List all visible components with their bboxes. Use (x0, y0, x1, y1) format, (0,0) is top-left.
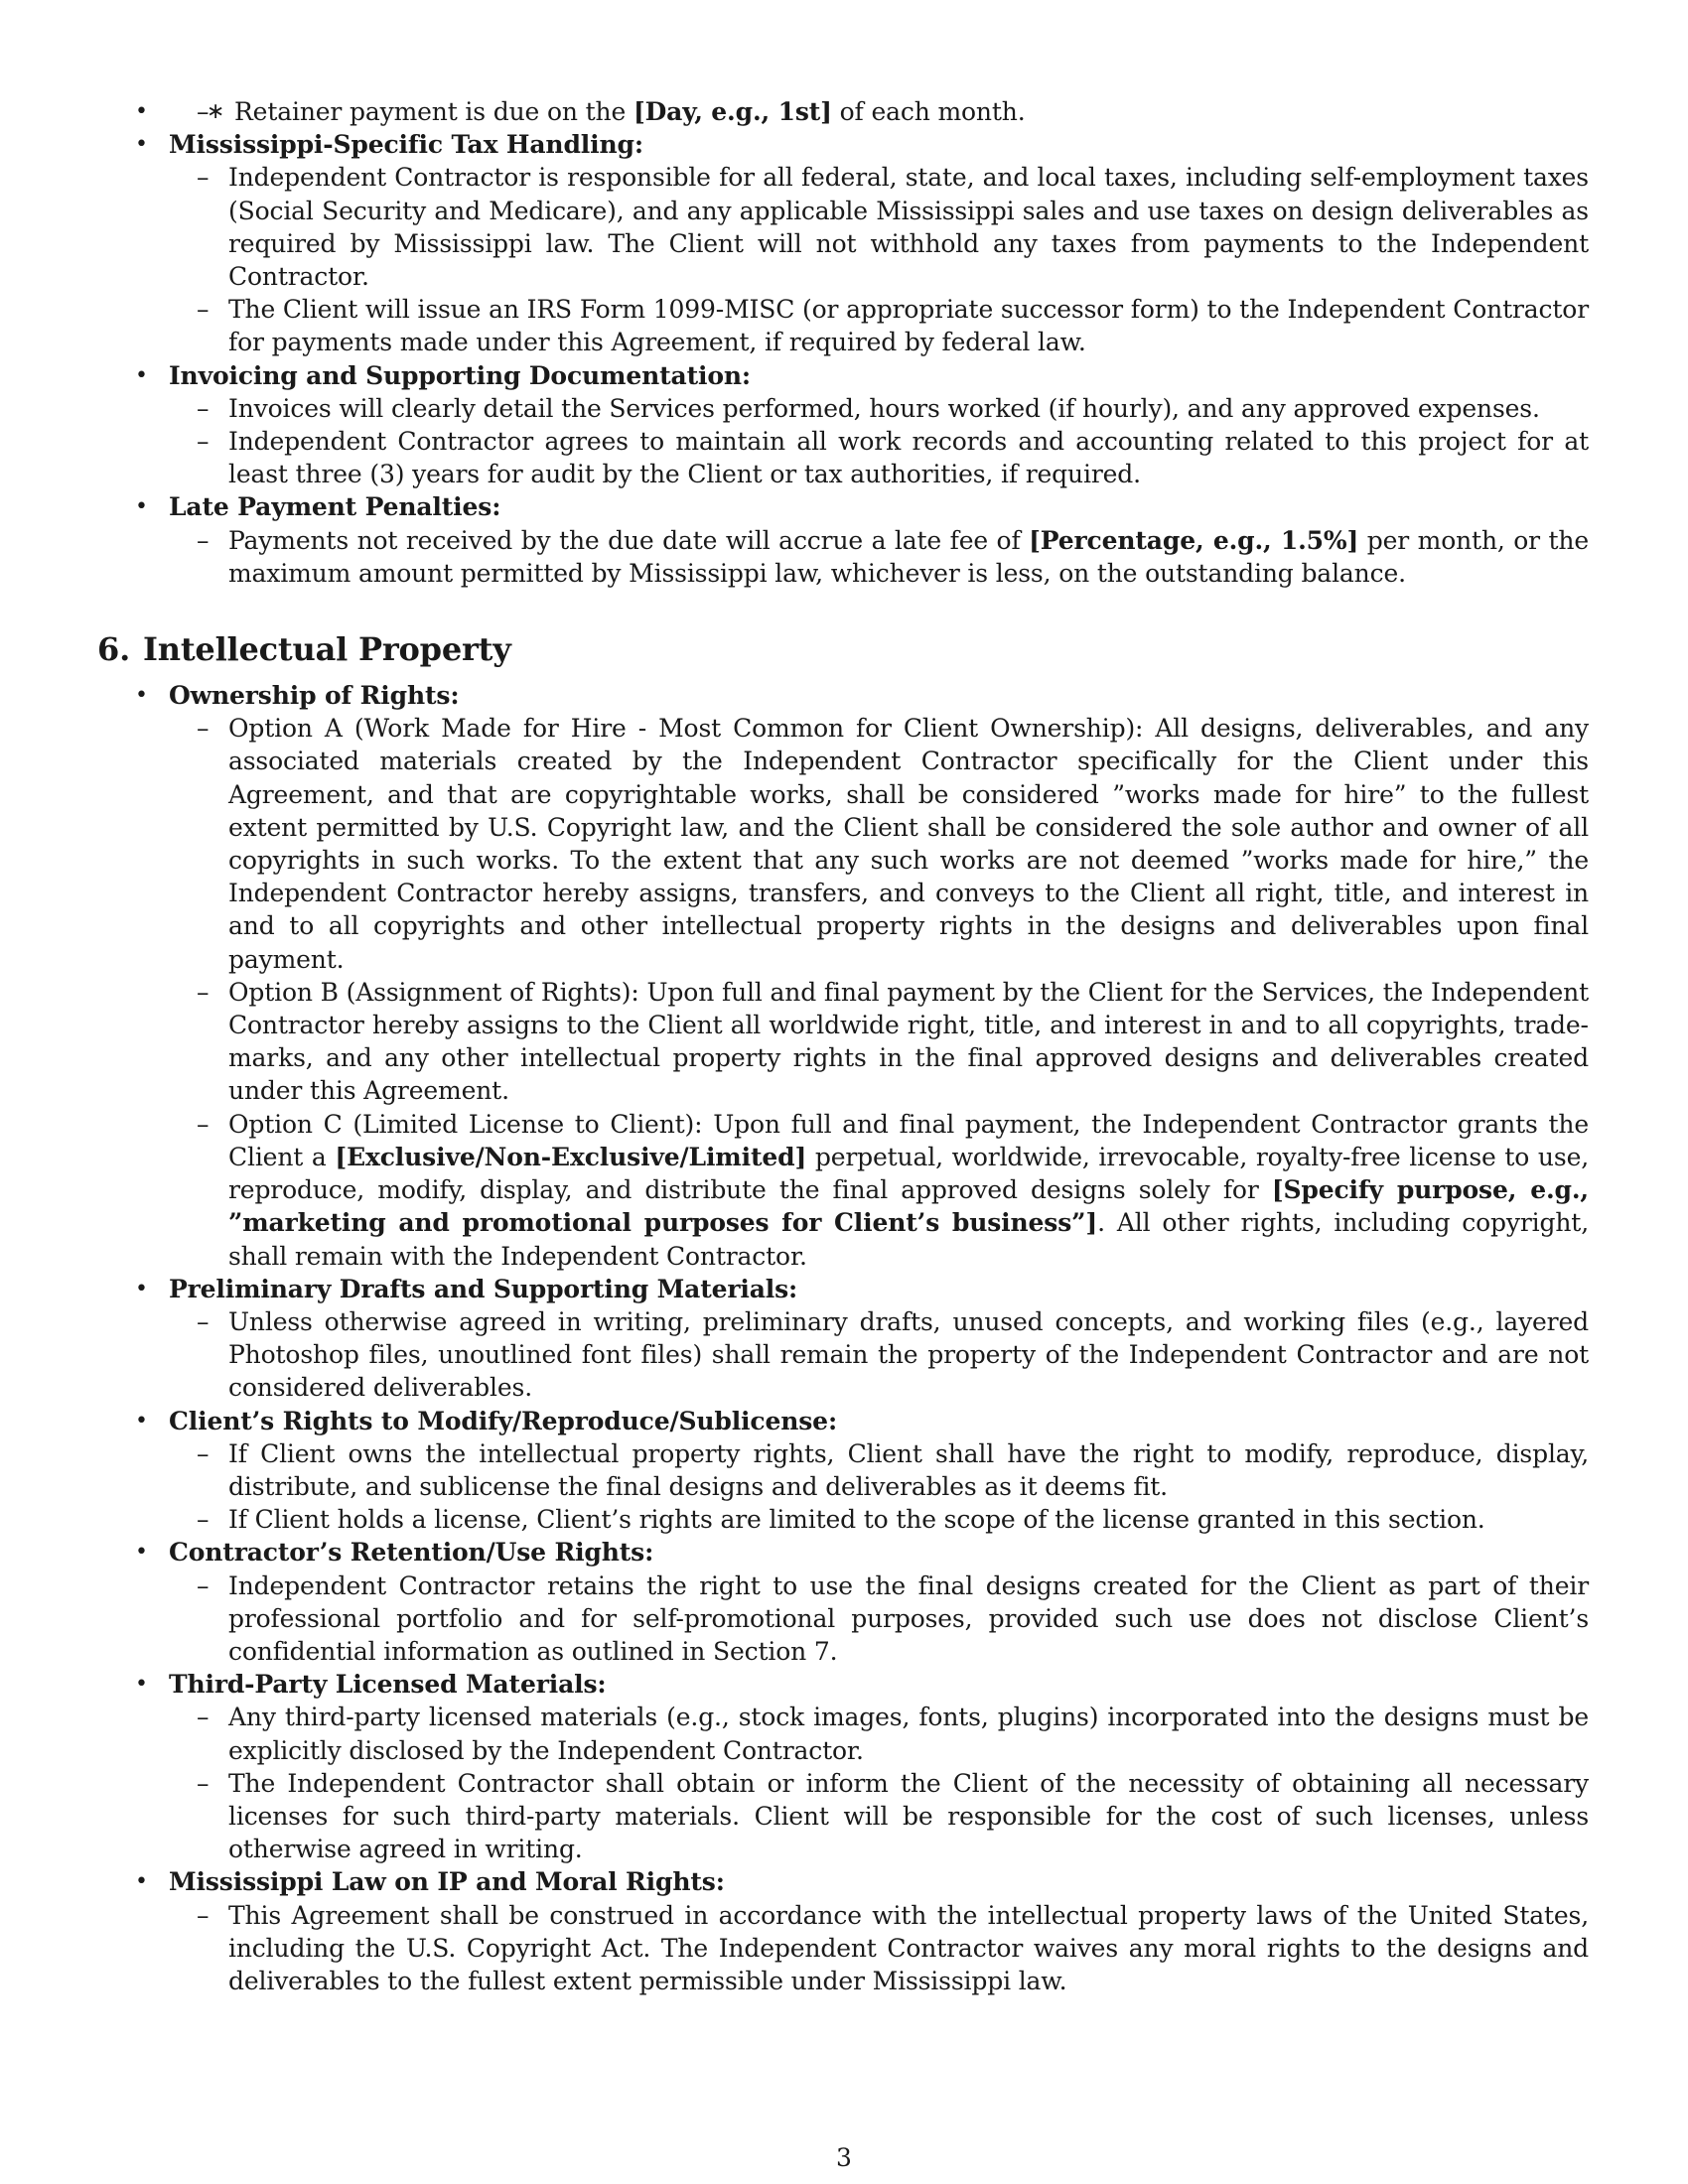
item-heading: Mississippi-Specific Tax Handling: (169, 130, 643, 160)
sub-item-option-c: – Option C (Limited License to Client): Upon full and final payment, the Independent Contractor grants the Client a [Exclusive/Non-Exclusive/Limited] perpetual, worldwide, irrevocable, royalty-free license to use, reproduce, modify, display, and distribute the final approved designs solely for [Specify purpose, e.g., ”marketing and promotional purposes for Client’s business”]. All other rights, including copyright, shall remain with the Independent Contractor. (169, 1108, 1589, 1273)
sub-item: – If Client holds a license, Client’s rights are limited to the scope of the license granted in this section. (169, 1503, 1589, 1536)
list-item-late-payment (99, 490, 1589, 590)
list-item-client-rights (99, 1405, 1589, 1537)
continued-subitem (169, 95, 1589, 128)
item-heading: Preliminary Drafts and Supporting Materials: (169, 1274, 798, 1303)
continued-item (99, 95, 1589, 128)
list-item-ownership (99, 679, 1589, 1273)
retainer-text-pre: Retainer payment is due on the (234, 97, 633, 126)
retainer-due-text (169, 95, 1589, 128)
sub-item-option-b: – Option B (Assignment of Rights): Upon full and final payment by the Client for the Services, the Independent Contractor hereby assigns to the Client all worldwide right, title, and interest in and to all copyrights, trademarks, and any other intellectual property rights in the final approved designs and deliverables created under this Agreement. (169, 976, 1589, 1108)
section-title: Intellectual Property (143, 630, 511, 669)
list-item-contractor-retention (99, 1536, 1589, 1668)
sub-item: – Independent Contractor retains the right to use the final designs created for the Client as part of their professional portfolio and for self-promotional purposes, provided such use does not disclose Client’s confidential information as outlined in Section 7. (169, 1570, 1589, 1669)
sub-item: – If Client owns the intellectual property rights, Client shall have the right to modify, reproduce, display, distribute, and sublicense the final designs and deliverables as it deems fit. (169, 1437, 1589, 1503)
sub-item: – Invoices will clearly detail the Services performed, hours worked (if hourly), and any approved expenses. (169, 392, 1589, 425)
retainer-day-placeholder: [Day, e.g., 1st] (633, 97, 832, 126)
list-item-tax-handling (99, 128, 1589, 358)
item-heading: Invoicing and Supporting Documentation: (169, 360, 751, 390)
item-heading: Mississippi Law on IP and Moral Rights: (169, 1867, 725, 1897)
page-number: 3 (836, 2143, 852, 2172)
list-item-moral-rights (99, 1865, 1589, 1997)
sub-item: – Unless otherwise agreed in writing, preliminary drafts, unused concepts, and working files (e.g., layered Photoshop files, unoutlined font files) shall remain the property of the Independent Contractor and are not considered deliverables. (169, 1305, 1589, 1405)
retainer-text-post: of each month. (831, 97, 1026, 126)
license-type-placeholder: [Exclusive/Non-Exclusive/Limited] (335, 1142, 807, 1171)
sub-item: – The Independent Contractor shall obtain or inform the Client of the necessity of obtaining all necessary licenses for such third-party materials. Client will be responsible for the cost of such licenses, unless otherwise agreed in writing. (169, 1767, 1589, 1866)
intellectual-property-list (99, 679, 1589, 1997)
section-heading-intellectual-property (97, 629, 1589, 669)
sub-item: – Payments not received by the due date will accrue a late fee of [Percentage, e.g., 1.5%] per month, or the maximum amount permitted by Mississippi law, whichever is less, on the outstanding balance. (169, 524, 1589, 590)
sub-item: – Independent Contractor is responsible for all federal, state, and local taxes, including self-employment taxes (Social Security and Medicare), and any applicable Mississippi sales and use taxes on design deliverables as required by Mississippi law. The Client will not withhold any taxes from payments to the Independent Contractor. (169, 161, 1589, 293)
document-body (99, 95, 1589, 1997)
sub-item: – Any third-party licensed materials (e.g., stock images, fonts, plugins) incorporated into the designs must be explicitly disclosed by the Independent Contractor. (169, 1701, 1589, 1766)
item-heading: Contractor’s Retention/Use Rights: (169, 1538, 654, 1568)
item-heading: Late Payment Penalties: (169, 492, 501, 522)
license-purpose-placeholder: [Specify purpose, e.g., ”marketing and promotional purposes for Client’s business”] (228, 1175, 1589, 1238)
sub-item-option-a: – Option A (Work Made for Hire - Most Common for Client Ownership): All designs, deliverables, and any associated materials created by the Independent Contractor specifically for the Client under this Agreement, and that are copyrightable works, shall be considered ”works made for hire” to the fullest extent permitted by U.S. Copyright law, and the Client shall be considered the sole author and owner of all copyrights in such works. To the extent that any such works are not deemed ”works made for hire,” the Independent Contractor hereby assigns, transfers, and conveys to the Client all right, title, and interest in and to all copyrights and other intellectual property rights in the designs and deliverables upon final payment. (169, 712, 1589, 976)
list-item-invoicing (99, 359, 1589, 491)
item-heading: Third-Party Licensed Materials: (169, 1670, 607, 1700)
list-item-third-party (99, 1668, 1589, 1865)
item-heading: Client’s Rights to Modify/Reproduce/Sublicense: (169, 1406, 838, 1435)
item-heading: Ownership of Rights: (169, 681, 460, 711)
late-fee-placeholder: [Percentage, e.g., 1.5%] (1029, 525, 1359, 555)
list-item-preliminary-drafts (99, 1273, 1589, 1405)
sub-item: – The Client will issue an IRS Form 1099-MISC (or appropriate successor form) to the Independent Contractor for payments made under this Agreement, if required by federal law. (169, 293, 1589, 358)
section-number: 6. (97, 630, 131, 669)
payment-terms-list (99, 95, 1589, 590)
sub-item: – Independent Contractor agrees to maintain all work records and accounting related to this project for at least three (3) years for audit by the Client or tax authorities, if required. (169, 425, 1589, 490)
sub-item: – This Agreement shall be construed in accordance with the intellectual property laws of the United States, including the U.S. Copyright Act. The Independent Contractor waives any moral rights to the designs and deliverables to the fullest extent permissible under Mississippi law. (169, 1899, 1589, 1998)
